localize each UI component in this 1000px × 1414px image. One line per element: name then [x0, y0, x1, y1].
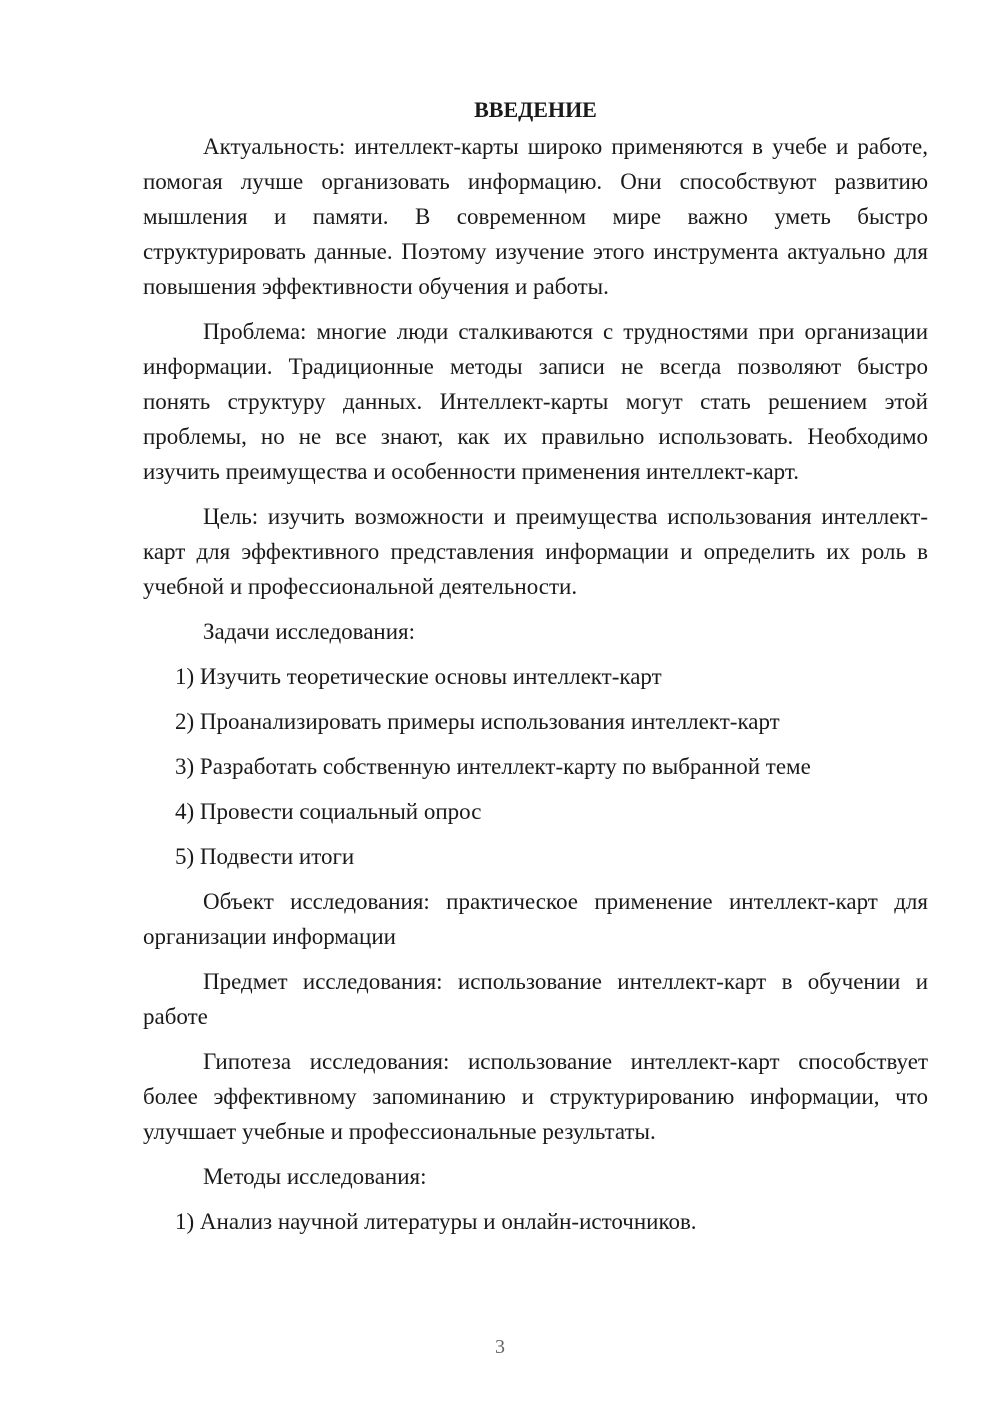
- page-content: [143, 95, 928, 1249]
- list-item: 1) Анализ научной литературы и онлайн-источников.: [175, 1209, 697, 1234]
- tasks-list: [143, 659, 928, 874]
- list-item: 5) Подвести итоги: [175, 844, 355, 869]
- paragraph-problem: Проблема: многие люди сталкиваются с трудностями при организации информации. Традиционные методы записи не всегда позволяют быстро понять структуру данных. Интеллект-карты могут стать решением этой проблемы, но не все знают, как их правильно использовать. Необходимо изучить преимущества и особенности применения интеллект-карт.: [143, 319, 928, 484]
- methods-heading: Методы исследования:: [203, 1164, 427, 1189]
- tasks-heading: Задачи исследования:: [203, 619, 416, 644]
- paragraph-hypothesis: Гипотеза исследования: использование интеллект-карт способствует более эффективному запоминанию и структурированию информации, что улучшает учебные и профессиональные результаты.: [143, 1049, 928, 1144]
- paragraph-subject: Предмет исследования: использование интеллект-карт в обучении и работе: [143, 969, 928, 1029]
- methods-list: [143, 1204, 928, 1239]
- list-item: 2) Проанализировать примеры использования интеллект-карт: [175, 709, 780, 734]
- list-item: 3) Разработать собственную интеллект-карту по выбранной теме: [175, 754, 811, 779]
- paragraph-object: Объект исследования: практическое применение интеллект-карт для организации информации: [143, 889, 928, 949]
- paragraph-relevance: Актуальность: интеллект-карты широко применяются в учебе и работе, помогая лучше организовать информацию. Они способствуют развитию мышления и памяти. В современном мире важно уметь быстро структурировать данные. Поэтому изучение этого инструмента актуально для повышения эффективности обучения и работы.: [143, 134, 928, 299]
- page-title: ВВЕДЕНИЕ: [474, 97, 597, 122]
- paragraph-goal: Цель: изучить возможности и преимущества использования интеллект-карт для эффективного представления информации и определить их роль в учебной и профессиональной деятельности.: [143, 504, 928, 599]
- page-number: 3: [495, 1336, 505, 1358]
- list-item: 4) Провести социальный опрос: [175, 799, 482, 824]
- list-item: 1) Изучить теоретические основы интеллект-карт: [175, 664, 662, 689]
